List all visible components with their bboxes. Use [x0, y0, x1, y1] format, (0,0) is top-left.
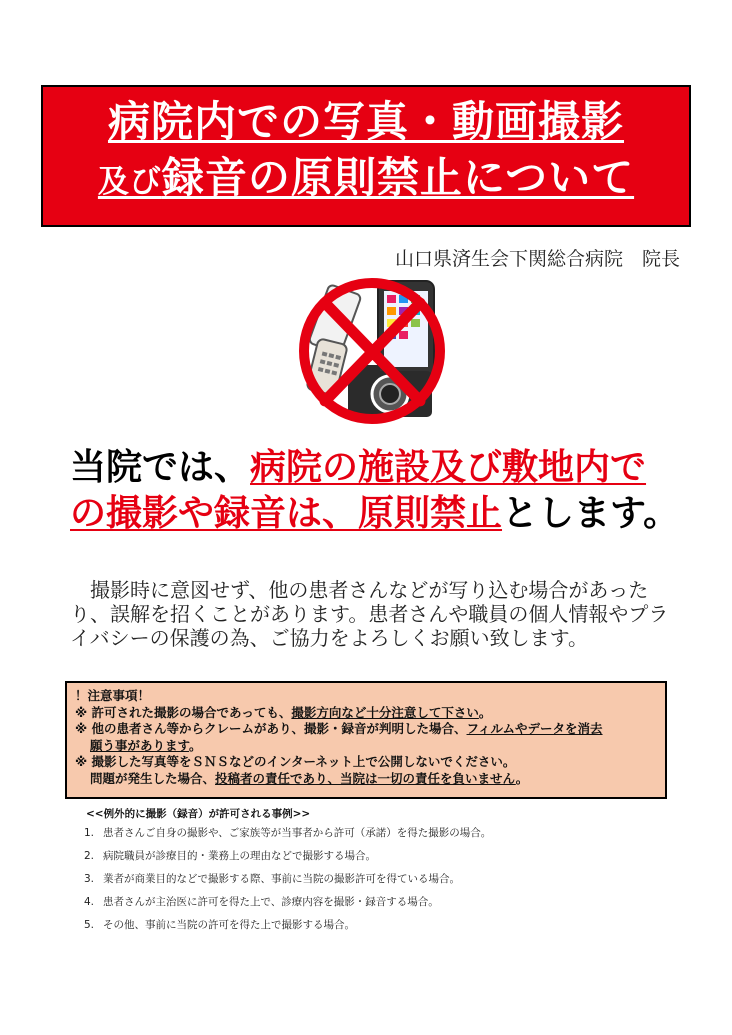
title-line-2: [43, 153, 689, 202]
notice-heading: ！注意事項！: [75, 688, 151, 703]
title-line-2-prefix: 及び: [97, 164, 162, 200]
list-item: [84, 895, 491, 918]
notice-item-2-underlined: フィルムやデータを消去: [466, 721, 603, 736]
list-item-number: 3.: [84, 873, 95, 885]
headline-part1: 当院では、: [70, 447, 251, 488]
notice-item-3-cont: [75, 771, 657, 788]
body-paragraph: 撮影時に意図せず、他の患者さんなどが写り込む場合があったり、誤解を招くことがあります。患者さんや職員の個人情報やプライバシーの保護の為、ご協力をよろしくお願い致します。: [70, 578, 669, 650]
notice-item-3-cont-text: 問題が発生した場合、: [90, 770, 216, 786]
list-item: [84, 826, 491, 849]
list-item-number: 1.: [84, 827, 95, 839]
notice-item-1-text: ※ 許可された撮影の場合であっても、: [75, 704, 292, 720]
exceptions-list: [84, 826, 491, 941]
title-line-1: 病院内での写真・動画撮影: [107, 97, 624, 146]
list-item-text: 患者さんが主治医に許可を得た上で、診療内容を撮影・録音する場合。: [103, 896, 439, 908]
list-item-text: 患者さんご自身の撮影や、ご家族等が当事者から許可（承諾）を得た撮影の場合。: [103, 827, 492, 839]
notice-item-2-text: ※ 他の患者さん等からクレームがあり、撮影・録音が判明した場合、: [75, 721, 467, 736]
author-line: 山口県済生会下関総合病院 院長: [394, 248, 680, 270]
notice-item-3: ※ 撮影した写真等をＳＮＳなどのインターネット上で公開しないでください。: [75, 754, 516, 769]
notice-item-3-underlined: 投稿者の責任であり、当院は一切の責任を負いません: [215, 770, 516, 786]
no-photography-sign-icon: [290, 273, 455, 428]
notice-item-2-cont-underlined: 願う事があります: [90, 737, 190, 753]
notice-item-2-cont: [75, 738, 657, 755]
list-item-number: 4.: [84, 896, 95, 908]
notice-item-2: [75, 721, 657, 738]
notice-box: [65, 681, 667, 799]
headline: [70, 445, 680, 537]
list-item-text: 業者が商業目的などで撮影する際、事前に当院の撮影許可を得ている場合。: [103, 873, 460, 885]
list-item: [84, 849, 491, 872]
headline-emphasis: 病院の施設及び敷地内での撮影や録音は、原則禁止: [70, 447, 647, 534]
list-item-number: 5.: [84, 919, 95, 931]
notice-item-1: [75, 705, 657, 722]
list-item: [84, 918, 491, 941]
title-banner: [41, 85, 691, 227]
notice-item-1-end: 。: [478, 704, 492, 720]
notice-item-2-end: 。: [189, 737, 202, 753]
list-item-number: 2.: [84, 850, 95, 862]
list-item: [84, 872, 491, 895]
exceptions-title: <<例外的に撮影（録音）が許可される事例>>: [86, 808, 311, 820]
headline-part3: とします。: [502, 493, 680, 534]
title-line-2-main: 録音の原則禁止について: [161, 153, 635, 202]
list-item-text: その他、事前に当院の許可を得た上で撮影する場合。: [103, 919, 355, 931]
list-item-text: 病院職員が診療目的・業務上の理由などで撮影する場合。: [103, 850, 376, 862]
notice-item-1-underlined: 撮影方向など十分注意して下さい: [291, 704, 479, 720]
notice-item-3-end: 。: [515, 770, 529, 786]
